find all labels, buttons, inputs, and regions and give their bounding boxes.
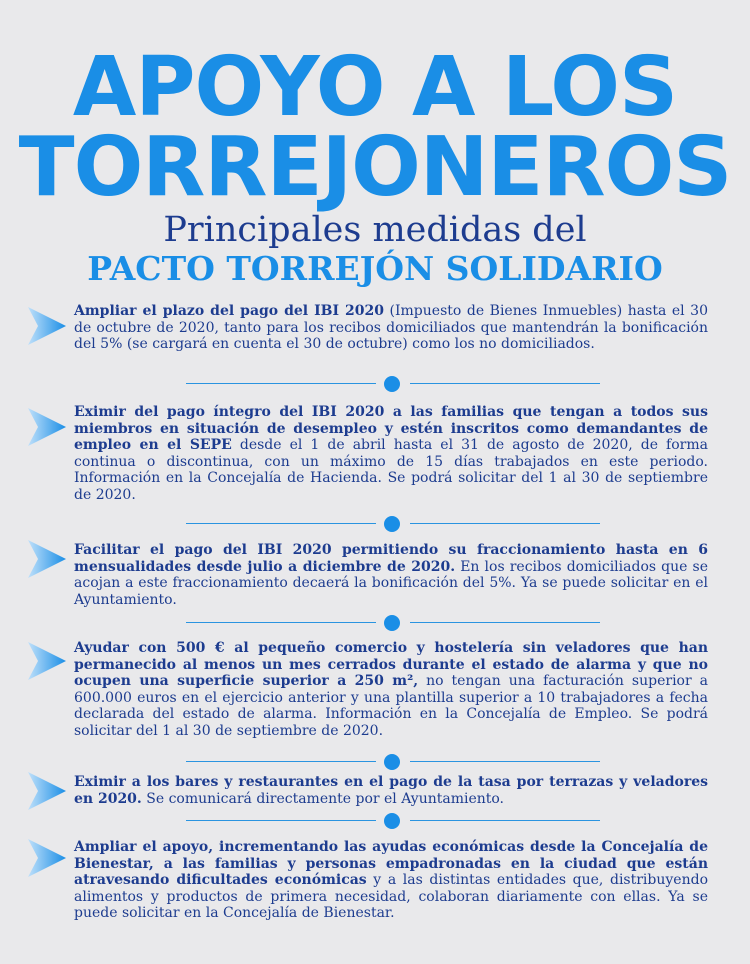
measure-bold: Eximir del pago íntegro del IBI 2020 a las familias que tengan a todos sus miembros en situación de desempleo y estén inscritos como demandantes de empleo en el SEPE <box>74 404 708 453</box>
chevron-right-icon <box>26 837 68 879</box>
measure-bold: Ayudar con 500 € al pequeño comercio y hostelería sin veladores que han permanecido al menos un mes cerrados durante el estado de alarma y que no ocupen una superficie superior a 250 m², <box>74 640 708 689</box>
separator-dot <box>384 615 400 631</box>
chevron-right-icon <box>26 305 68 347</box>
measure-bold: Facilitar el pago del IBI 2020 permitiendo su fraccionamiento hasta en 6 mensualidades desde julio a diciembre de 2020. <box>74 542 708 575</box>
separator <box>186 517 600 531</box>
measure-body: no tengan una facturación superior a 600.000 euros en el ejercicio anterior y una plantilla superior a 10 trabajadores a fecha declarada del estado de alarma. Información en la Concejalía de Empleo. Se podrá solicitar del 1 al 30 de septiembre de 2020. <box>74 673 708 739</box>
separator-dot <box>384 754 400 770</box>
header <box>0 40 750 288</box>
separator <box>186 755 600 769</box>
title-line-1: APOYO A LOS <box>72 40 678 135</box>
separator <box>186 814 600 828</box>
separator-dot <box>384 516 400 532</box>
measure-bold: Eximir a los bares y restaurantes en el pago de la tasa por terrazas y veladores en 2020. <box>74 774 708 807</box>
subtitle: Principales medidas del <box>163 210 587 250</box>
title-line-2: TORREJONEROS <box>18 120 732 215</box>
measure-text <box>74 542 708 608</box>
measure-text <box>74 303 708 353</box>
separator <box>186 616 600 630</box>
measure-body: Se comunicará directamente por el Ayuntamiento. <box>141 790 505 807</box>
subtitle-bold: PACTO TORREJÓN SOLIDARIO <box>87 249 663 288</box>
measure-text <box>74 640 708 739</box>
separator-dot <box>384 813 400 829</box>
chevron-right-icon <box>26 538 68 580</box>
chevron-right-icon <box>26 770 68 812</box>
measure-bold: Ampliar el apoyo, incrementando las ayudas económicas desde la Concejalía de Bienestar, a las familias y personas empadronadas en la ciudad que están atravesando dificultades económicas <box>74 839 708 888</box>
measure-text <box>74 404 708 503</box>
measure-text <box>74 839 708 922</box>
measure-bold: Ampliar el plazo del pago del IBI 2020 <box>74 303 384 319</box>
measure-body: y a las distintas entidades que, distribuyendo alimentos y productos de primera necesidad, colaboran diariamente con ellas. Ya se puede solicitar en la Concejalía de Bienestar. <box>74 872 708 921</box>
chevron-right-icon <box>26 406 68 448</box>
separator <box>186 377 600 391</box>
separator-dot <box>384 376 400 392</box>
measure-body: (Impuesto de Bienes Inmuebles) hasta el 30 de octubre de 2020, tanto para los recibos domiciliados que mantendrán la bonificación del 5% (se cargará en cuenta el 30 de octubre) como los no domiciliados. <box>74 303 708 352</box>
measure-body: En los recibos domiciliados que se acojan a este fraccionamiento decaerá la bonificación del 5%. Ya se puede solicitar en el Ayuntamiento. <box>74 558 708 608</box>
measure-body: desde el 1 de abril hasta el 31 de agosto de 2020, de forma continua o discontinua, con un máximo de 15 días trabajados en este periodo. Información en la Concejalía de Hacienda. Se podrá solicitar del 1 al 30 de septiembre de 2020. <box>74 437 708 503</box>
chevron-right-icon <box>26 640 68 682</box>
measure-text <box>74 774 708 807</box>
